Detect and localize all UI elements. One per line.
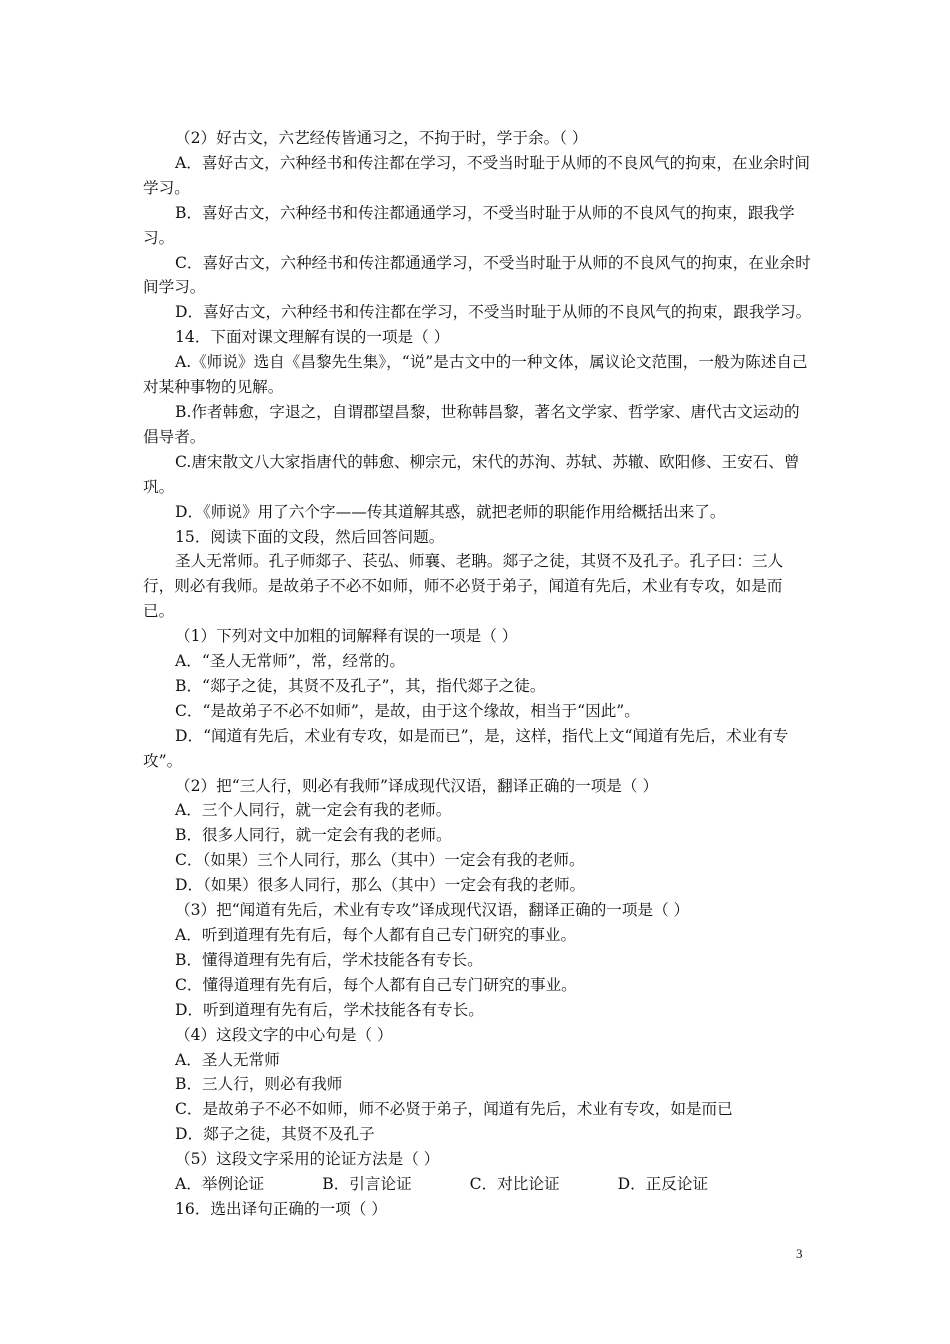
text-line: C．懂得道理有先有后，每个人都有自己专门研究的事业。	[175, 975, 577, 994]
text-line: C．是故弟子不必不如师，师不必贤于弟子，闻道有先后，术业有专攻，如是而已	[175, 1100, 733, 1119]
q5-option-a: A．举例论证	[175, 1175, 265, 1194]
text-line: （1）下列对文中加粗的词解释有误的一项是（ ）	[175, 627, 518, 646]
q5-option-c: C．对比论证	[469, 1175, 560, 1194]
question-15: 15．阅读下面的文段，然后回答问题。	[175, 527, 445, 546]
text-line: B．懂得道理有先有后，学术技能各有专长。	[175, 950, 483, 969]
q5-option-b: B．引言论证	[322, 1175, 412, 1194]
text-line: B.作者韩愈，字退之，自谓郡望昌黎，世称韩昌黎，著名文学家、哲学家、唐代古文运动的倡导者。	[143, 402, 800, 446]
text-line: D．《师说》用了六个字——传其道解其惑，就把老师的职能作用给概括出来了。	[175, 502, 726, 521]
page-number: 3	[796, 1246, 803, 1261]
text-line: A．听到道理有先有后，每个人都有自己专门研究的事业。	[175, 926, 577, 944]
q5-option-d: D．正反论证	[617, 1175, 709, 1194]
question-16: 16．选出译句正确的一项（ ）	[175, 1199, 387, 1218]
text-line: B．三人行，则必有我师	[175, 1075, 343, 1094]
text-line: （5）这段文字采用的论证方法是（ ）	[175, 1150, 440, 1169]
text-line: B．喜好古文，六种经书和传注都通通学习，不受当时耻于从师的不良风气的拘束，跟我学习。	[143, 203, 795, 247]
text-line: D．听到道理有先有后，学术技能各有专长。	[175, 1000, 484, 1019]
text-line: D．郯子之徒，其贤不及孔子	[175, 1125, 375, 1144]
text-line: （2）好古文，六艺经传皆通习之，不拘于时，学于余。（ ）	[175, 129, 588, 147]
text-line: C．喜好古文，六种经书和传注都通通学习，不受当时耻于从师的不良风气的拘束，在业余时间学习。	[143, 253, 811, 297]
page-text	[143, 126, 813, 1222]
text-line: C．“是故弟子不必不如师”，是故，由于这个缘故，相当于“因此”。	[175, 701, 640, 720]
text-line: A．圣人无常师	[175, 1050, 280, 1069]
text-line: （2）把“三人行，则必有我师”译成现代汉语，翻译正确的一项是（ ）	[175, 776, 659, 795]
text-line: D．喜好古文，六种经书和传注都在学习，不受当时耻于从师的不良风气的拘束，跟我学习。	[175, 303, 812, 322]
text-line: A．喜好古文，六种经书和传注都在学习，不受当时耻于从师的不良风气的拘束，在业余时间学习。	[143, 153, 811, 197]
text-line: D．“闻道有先后，术业有专攻，如是而已”，是，这样，指代上文“闻道有先后，术业有专攻”。	[143, 726, 789, 770]
q5-options	[143, 1172, 813, 1197]
text-line: D．（如果）很多人同行，那么（其中）一定会有我的老师。	[175, 876, 586, 895]
question-14: 14．下面对课文理解有误的一项是（ ）	[175, 328, 450, 347]
text-line: B．很多人同行，就一定会有我的老师。	[175, 826, 452, 845]
text-line: A．“圣人无常师”，常，经常的。	[175, 652, 405, 671]
text-line: C．（如果）三个人同行，那么（其中）一定会有我的老师。	[175, 851, 585, 870]
text-line: A．三个人同行，就一定会有我的老师。	[175, 801, 452, 820]
text-line: A.《师说》选自《昌黎先生集》，“说”是古文中的一种文体，属议论文范围，一般为陈述自己对某种事物的见解。	[143, 353, 808, 397]
text-line: （4）这段文字的中心句是（ ）	[175, 1025, 393, 1044]
text-line: C.唐宋散文八大家指唐代的韩愈、柳宗元，宋代的苏洵、苏轼、苏辙、欧阳修、王安石、曾巩。	[143, 452, 800, 496]
text-line: B．“郯子之徒，其贤不及孔子”，其，指代郯子之徒。	[175, 676, 546, 695]
passage: 圣人无常师。孔子师郯子、苌弘、师襄、老聃。郯子之徒，其贤不及孔子。孔子曰：三人行，则必有我师。是故弟子不必不如师，师不必贤于弟子，闻道有先后，术业有专攻，如是而已。	[143, 552, 784, 621]
text-line: （3）把“闻道有先后，术业有专攻”译成现代汉语，翻译正确的一项是（ ）	[175, 901, 690, 920]
